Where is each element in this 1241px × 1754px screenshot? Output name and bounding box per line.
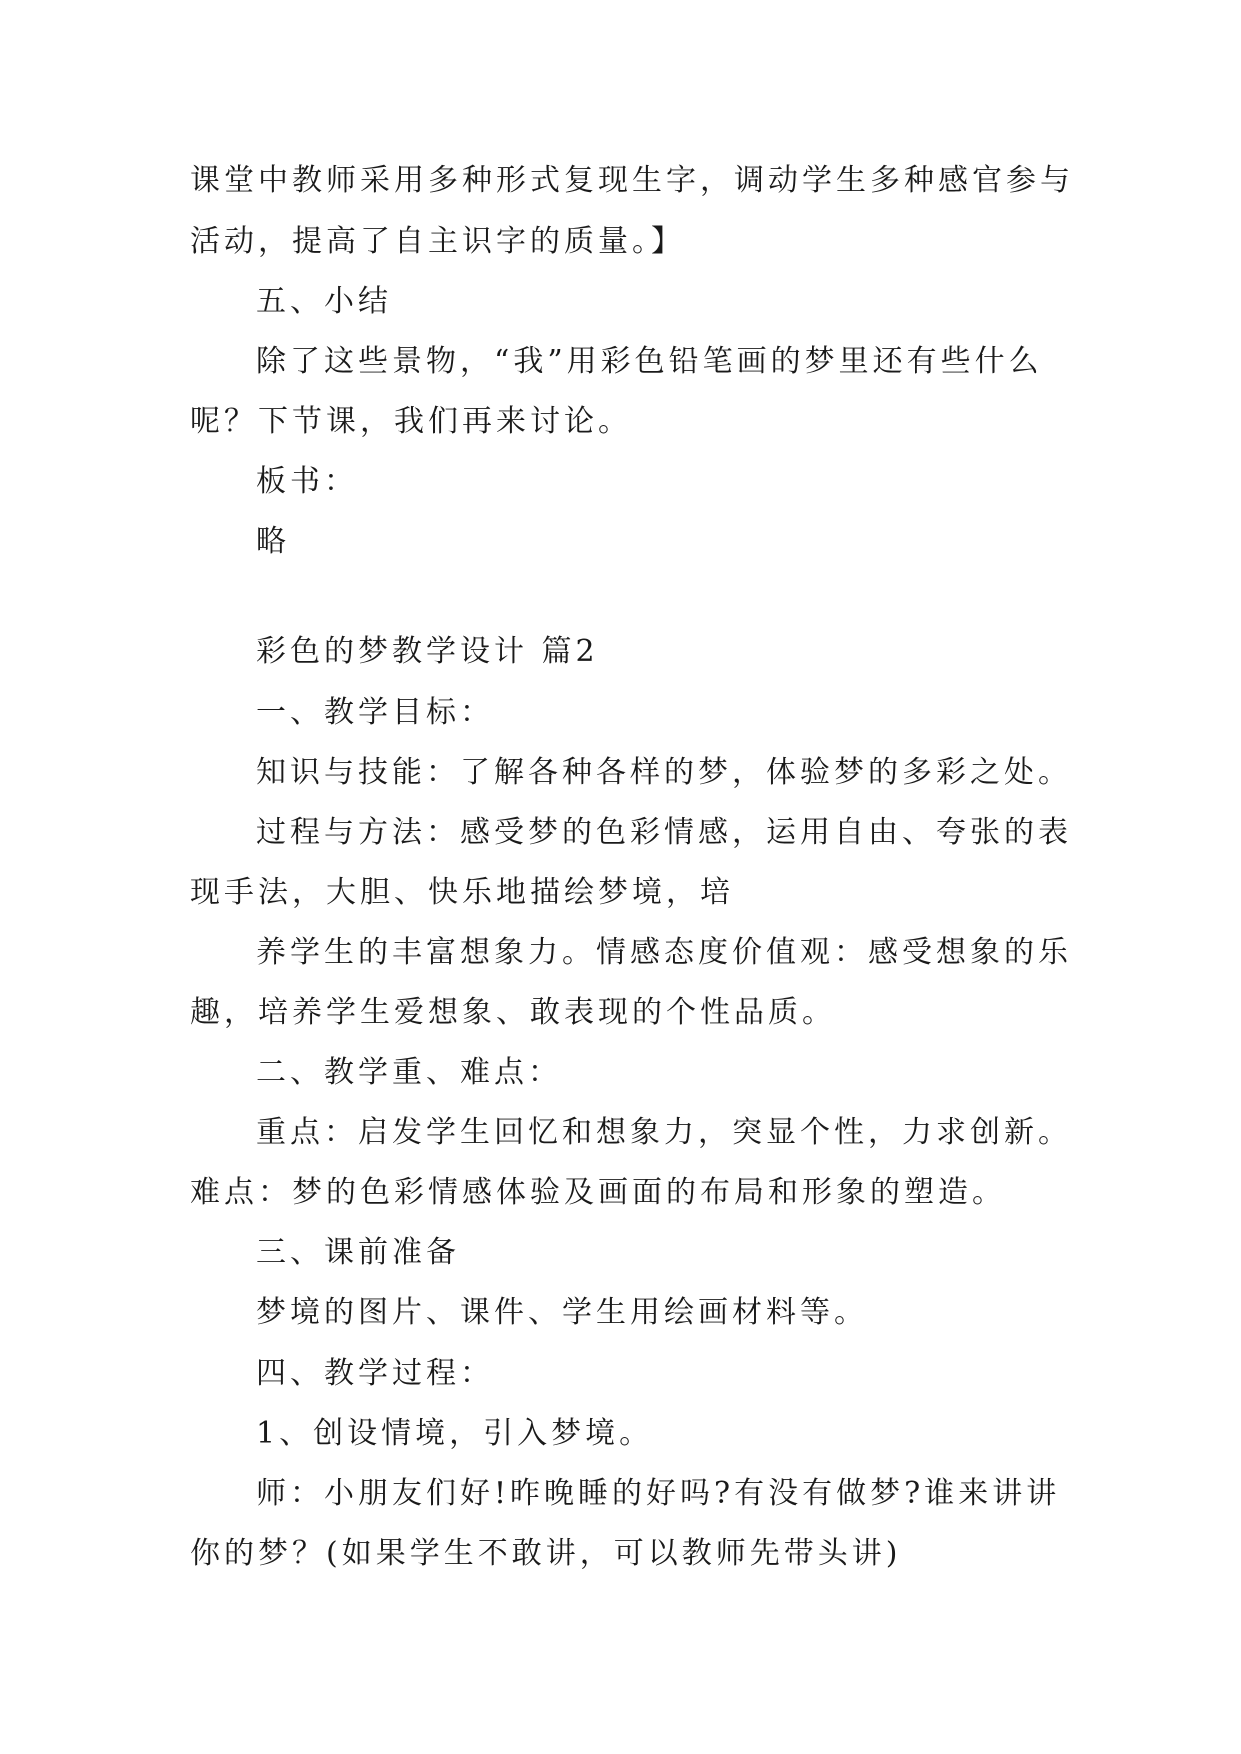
paragraph-line: 趣，培养学生爱想象、敢表现的个性品质。 xyxy=(190,995,836,1030)
paragraph-line: 板书： xyxy=(256,464,358,499)
section-heading: 一、教学目标： xyxy=(256,695,494,730)
paragraph-line: 你的梦？(如果学生不敢讲，可以教师先带头讲) xyxy=(190,1536,902,1571)
paragraph-line: 现手法，大胆、快乐地描绘梦境，培 xyxy=(190,875,734,910)
paragraph-line: 梦境的图片、课件、学生用绘画材料等。 xyxy=(256,1295,868,1330)
paragraph-line: 略 xyxy=(256,524,290,559)
paragraph-line: 师：小朋友们好!昨晚睡的好吗?有没有做梦?谁来讲讲 xyxy=(256,1476,1061,1511)
paragraph-line: 重点：启发学生回忆和想象力，突显个性，力求创新。 xyxy=(256,1115,1072,1150)
paragraph-line: 课堂中教师采用多种形式复现生字，调动学生多种感官参与 xyxy=(190,163,1074,198)
paragraph-line: 呢？下节课，我们再来讨论。 xyxy=(190,404,632,439)
paragraph-line: 难点：梦的色彩情感体验及画面的布局和形象的塑造。 xyxy=(190,1175,1006,1210)
paragraph-line: 过程与方法：感受梦的色彩情感，运用自由、夸张的表 xyxy=(256,815,1072,850)
paragraph-line: 1、创设情境，引入梦境。 xyxy=(256,1416,654,1451)
paragraph-line: 养学生的丰富想象力。情感态度价值观：感受想象的乐 xyxy=(256,935,1072,970)
paragraph-line: 知识与技能：了解各种各样的梦，体验梦的多彩之处。 xyxy=(256,755,1072,790)
section-heading: 五、小结 xyxy=(256,284,392,319)
article-title: 彩色的梦教学设计 篇2 xyxy=(256,634,599,669)
section-heading: 三、课前准备 xyxy=(256,1235,460,1270)
section-heading: 四、教学过程： xyxy=(256,1356,494,1391)
paragraph-line: 活动，提高了自主识字的质量。】 xyxy=(190,224,685,259)
paragraph-line: 除了这些景物，“我”用彩色铅笔画的梦里还有些什么 xyxy=(256,344,1043,379)
section-heading: 二、教学重、难点： xyxy=(256,1055,562,1090)
